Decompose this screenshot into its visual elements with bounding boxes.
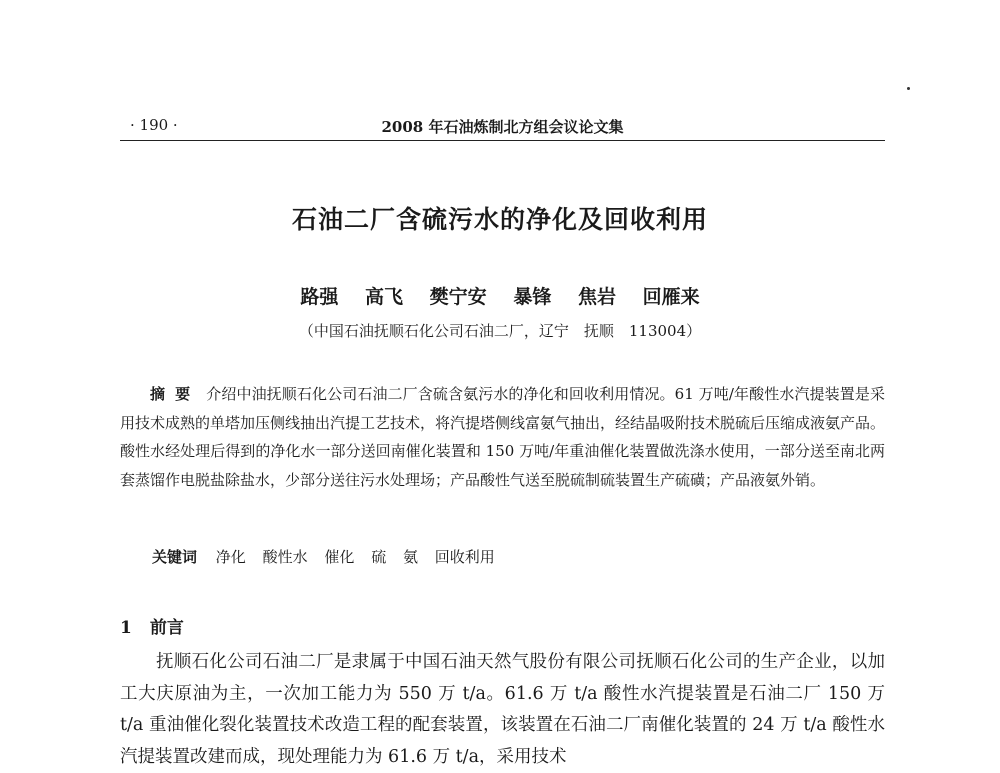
keyword: 酸性水 [262,548,308,566]
author-name: 路强 [300,286,339,308]
page-header [120,112,885,141]
abstract [120,380,885,494]
keywords [152,546,507,567]
keywords-label: 关键词 [152,548,198,566]
author-name: 樊宁安 [429,286,487,308]
abstract-label: 摘要 [150,385,201,403]
paper-title: 石油二厂含硫污水的净化及回收利用 [291,205,708,234]
keyword: 回收利用 [434,548,495,566]
keyword: 净化 [215,548,246,566]
keyword: 硫 [371,548,387,566]
author-list [0,282,1000,309]
author-name: 高飞 [365,286,404,308]
section-body: 抚顺石化公司石油二厂是隶属于中国石油天然气股份有限公司抚顺石化公司的生产企业，以加工大庆原油为主，一次加工能力为 550 万 t/a。61.6 万 t/a 酸性水汽提装置是石油二厂 150 万 t/a 重油催化裂化装置技术改造工程的配套装置，该装置在石油二厂南催化装置的 24 万 t/a 酸性水汽提装置改建而成，现处理能力为 61.6 万 t/a，采用技术 [120,652,885,767]
running-title: 2008 年石油炼制北方组会议论文集 [381,118,624,136]
author-name: 暴锋 [513,286,552,308]
abstract-text: 介绍中油抚顺石化公司石油二厂含硫含氨污水的净化和回收利用情况。61 万吨/年酸性水汽提装置是采用技术成熟的单塔加压侧线抽出汽提工艺技术，将汽提塔侧线富氨气抽出，经结晶吸附技术脱硫后压缩成液氨产品。酸性水经处理后得到的净化水一部分送回南催化装置和 150 万吨/年重油催化装置做洗涤水使用，一部分送至南北两套蒸馏作电脱盐除盐水，少部分送往污水处理场；产品酸性气送至脱硫制硫装置生产硫磺；产品液氨外销。 [120,385,886,489]
keyword: 催化 [324,548,355,566]
author-name: 回雁来 [642,286,700,308]
page-number: · 190 · [130,116,178,134]
keyword: 氨 [402,548,418,566]
section-heading [120,613,184,638]
scan-speck [907,87,910,90]
author-name: 焦岩 [577,286,616,308]
affiliation: （中国石油抚顺石化公司石油二厂，辽宁 抚顺 113004） [298,322,702,340]
section-title: 前言 [149,618,184,638]
section-number: 1 [120,618,132,638]
